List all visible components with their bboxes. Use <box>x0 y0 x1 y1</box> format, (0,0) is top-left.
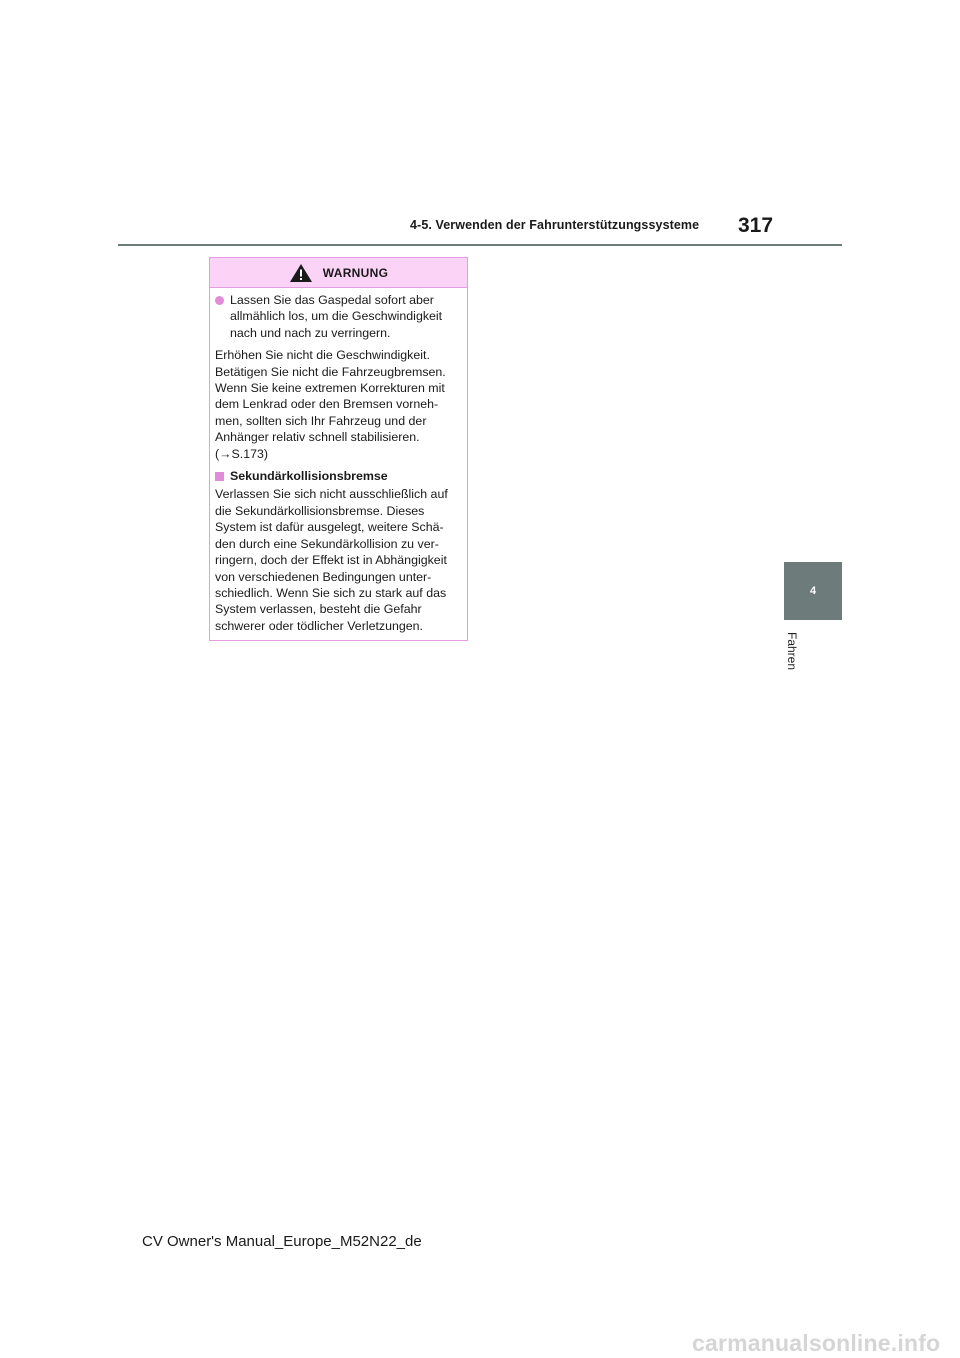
warning-subheading-text: Sekundärkollisionsbremse <box>230 469 388 484</box>
page-number: 317 <box>738 214 774 237</box>
warning-box <box>209 257 468 641</box>
warning-header <box>210 258 467 288</box>
header-divider <box>118 244 842 246</box>
footer-text: CV Owner's Manual_Europe_M52N22_de <box>142 1233 422 1250</box>
warning-paragraph: Erhöhen Sie nicht die Geschwindigkeit. Betätigen Sie nicht die Fahrzeugbremsen. Wenn Sie keine extremen Korrekturen mit dem Lenkrad oder den Bremsen vorneh-men, sollten sich Ihr Fahrzeug und der Anhänger relativ schnell stabilisieren. (→S.173) <box>215 348 446 461</box>
warning-subheading <box>215 468 462 484</box>
warning-body <box>210 288 467 634</box>
square-bullet-icon <box>215 472 224 481</box>
warning-bullet-text: Lassen Sie das Gaspedal sofort aber allmählich los, um die Geschwindigkeit nach und nach zu verringern. <box>230 293 443 340</box>
warning-title: WARNUNG <box>322 265 389 280</box>
chapter-number: 4 <box>809 585 817 597</box>
chapter-label: Fahren <box>785 632 799 671</box>
chapter-tab <box>784 562 842 620</box>
warning-triangle-icon <box>289 263 313 283</box>
warning-subparagraph: Verlassen Sie sich nicht ausschließlich auf die Sekundärkollisionsbremse. Dieses System ist dafür ausgelegt, weitere Schä-den durch eine Sekundärkollision zu ver-ringern, doch der Effekt ist in Abhängigkeit von verschiedenen Bedingungen unter-schiedlich. Wenn Sie sich zu stark auf das System verlassen, besteht die Gefahr schwerer oder tödlicher Verletzungen. <box>215 487 448 633</box>
bullet-dot-icon <box>215 296 224 305</box>
section-title: 4-5. Verwenden der Fahrunterstützungssysteme <box>410 218 700 232</box>
watermark: carmanualsonline.info <box>692 1330 941 1356</box>
warning-bullet <box>215 292 462 341</box>
